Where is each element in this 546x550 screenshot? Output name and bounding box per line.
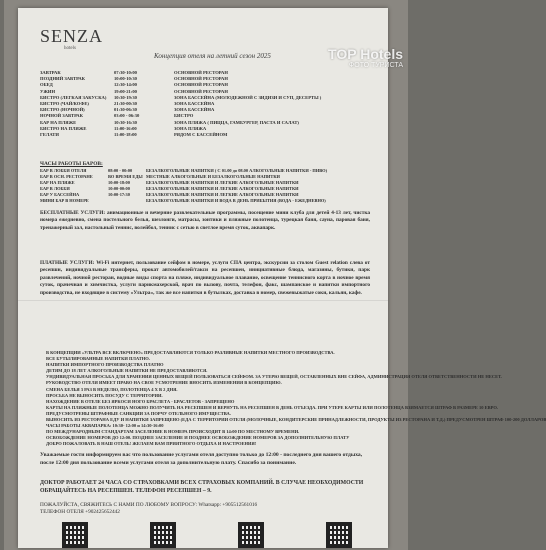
rule-item: ПРЕДУСМОТРЕНЫ ШТРАФНЫЕ САНКЦИИ ЗА ПОРЧУ ОТЕЛЬНОГО ИМУЩЕСТВА.: [46, 410, 231, 416]
rule-item: УНДИВИДУАЛЬНАЯ ПРОСЬБА ДЛЯ ХРАНЕНИЯ ЦЕННЫХ ВЕЩЕЙ ПОЛЬЗОВАТЬСЯ СЕЙФОМ. ЗА УТЕРЮ ВЕЩЕЙ, ОСТАВЛЕННЫХ ВНЕ СЕЙФА, АДМИНИСТРАЦИЯ ОТЕЛЯ ОТВЕТСТВЕННОСТИ НЕ НЕСЕТ.: [46, 374, 502, 380]
qr-code-icon[interactable]: [62, 522, 88, 548]
bars-title: ЧАСЫ РАБОТЫ БАРОВ:: [40, 161, 103, 167]
contact-phone: ТЕЛЕФОН ОТЕЛЯ +902425652442: [40, 509, 120, 516]
hotel-rules-list: [46, 350, 546, 448]
meal-row: БИСТРО (ЧАЙ/КОФЕ) 21:30-00:30 ЗОНА БАССЕЙНА: [40, 101, 215, 107]
meal-row: ОБЕД 12:30-14:00 ОСНОВНОЙ РЕСТОРАН: [40, 82, 228, 88]
meal-row: УЖИН 19:00-21:00 ОСНОВНОЙ РЕСТОРАН: [40, 88, 228, 94]
bar-schedule: [40, 168, 370, 204]
hotel-concept-sheet: [18, 8, 546, 548]
qr-code-icon[interactable]: [326, 522, 352, 548]
bar-row: БАР В ЛОББИ 10:00-00:00 БЕЗАЛКОГОЛЬНЫЕ НАПИТКИ И ЛЕГКИЕ АЛКОГОЛЬНЫЕ НАПИТКИ: [40, 186, 299, 191]
watermark-logo: TOP Hotels: [328, 46, 403, 62]
meal-schedule: [40, 70, 370, 138]
meal-row: ЗАВТРАК 07:30-10:00 ОСНОВНОЙ РЕСТОРАН: [40, 70, 228, 75]
bar-row: БАР У БАССЕЙНА 10:00-17:30 БЕЗАЛКОГОЛЬНЫЕ НАПИТКИ И ЛЕГКИЕ АЛКОГОЛЬНЫЕ НАПИТКИ: [40, 192, 299, 197]
meal-row: НОЧНОЙ ЗАВТРАК 03:00 - 06:30 БИСТРО: [40, 113, 194, 119]
meal-row: ГЕЛАТИ 11:00-18:00 РЯДОМ С БАССЕЙНОМ: [40, 132, 228, 138]
rule-item: ЧАСЫ РАБОТЫ АКВАПАРКА: 10:30- 12:00 и 14:30-16:00: [46, 423, 164, 429]
rule-item: ПРОСЬБА НЕ ВЫНОСИТЬ ПОСУДУ С ТЕРРИТОРИИ.: [46, 392, 163, 398]
free-services-paragraph: БЕСПЛАТНЫЕ УСЛУГИ: анимационные и вечерние развлекательные программы, посещение мини клуба для детей 4-13 лет, чистка номера ежедневно, смена постельного белья, шезлонги, матрасы, зонтики и пляжные полотенца, турецкая баня, сауна, паровая баня, тренажерный зал, настольный теннис, волейбол, теннис с сетью в светлое время суток, аквапарк.: [40, 210, 370, 231]
doctor-note: ДОКТОР РАБОТАЕТ 24 ЧАСА СО СТРАХОВКАМИ ВСЕХ СТРАХОВЫХ КОМПАНИЙ. В СЛУЧАЕ НЕОБХОДИМОСТИ ОБРАЩАЙТЕСЬ НА РЕСЕПШЕН. ТЕЛЕФОН РЕСЕПШЕН – 9.: [40, 480, 364, 494]
tophotels-watermark: [328, 46, 403, 69]
rule-item: ДОБРО ПОЖАЛОВАТЬ В НАШ ОТЕЛЬ! ЖЕЛАЕМ ВАМ ПРИЯТНОГО ОТДЫХА И НАСТРОЕНИЯ!: [46, 441, 257, 447]
concept-title: Концепция отеля на летний сезон 2025: [154, 52, 271, 60]
meal-row: БИСТРО (НОЧНОЙ) 01:30-06:30 ЗОНА БАССЕЙНА: [40, 107, 215, 113]
contact-info: [40, 502, 370, 516]
rule-item: ОСВОБОЖДЕНИЕ НОМЕРОВ ДО 12:00. ПОЗДНЕЕ ЗАСЕЛЕНИЕ И ПОЗДНЕЕ ОСВОБОЖДЕНИЕ НОМЕРОВ ЗА ДОПОЛНИТЕЛЬНУЮ ПЛАТУ: [46, 435, 350, 441]
watermark-caption: ФОТО ТУРИСТА: [348, 62, 403, 69]
meal-row: БАР НА ПЛЯЖЕ 10:30-16:30 ЗОНА ПЛЯЖА ( ПИЦЦА, ГАМБУРГЕР, ПАСТА И САЛАТ): [40, 119, 299, 125]
rule-item: НАПИТКИ ИМПОРТНОГО ПРОИЗВОДСТВА ПЛАТНО: [46, 362, 164, 368]
rule-item: ПО МЕЖДУНАРОДНЫМ СТАНДАРТАМ ЗАСЕЛЕНИЕ В НОМЕРА ПРОИСХОДИТ В 14:00 ПО МЕСТНОМУ ВРЕМЕНИ.: [46, 429, 300, 435]
guest-note: Уважаемые гости информируем вас что пользование услугами отеля доступно только до 12:00 - последнего дня вашего отдыха, после 12:00 дня пользование всеми услугами отеля за дополнительную плату. Спасибо за понимание.: [40, 452, 363, 466]
rule-item: ВСЕ БУТЫЛИРОВАННЫЕ НАПИТКИ ПЛАТНО.: [46, 356, 150, 362]
rule-item: В КОНЦЕПЦИИ «УЛЬТРА ВСЕ ВКЛЮЧЕНО» ПРЕДОСТАВЛЯЮТСЯ ТОЛЬКО РАЗЛИВНЫЕ НАПИТКИ МЕСТНОГО ПРОИЗВОДСТВА.: [46, 350, 335, 355]
qr-code-icon[interactable]: [150, 522, 176, 548]
rule-item: НАХОЖДЕНИЕ В ОТЕЛЕ БЕЗ ЯРКОСИ НОГО БРАСЛЕТА - БРАСЛЕТОВ - ЗАПРЕЩЕНО: [46, 398, 235, 404]
qr-code-icon[interactable]: [238, 522, 264, 548]
bar-row: БАР В ОСН. РЕСТОРАНЕ ВО ВРЕМЯ ЕДЫ МЕСТНЫЕ АЛКОГОЛЬНЫЕ И БЕЗАЛКОГОЛЬНЫЕ НАПИТКИ: [40, 174, 280, 179]
meal-row: ПОЗДНИЙ ЗАВТРАК 10:00-10:30 ОСНОВНОЙ РЕСТОРАН: [40, 76, 228, 82]
qr-code-row: [62, 522, 352, 548]
rule-item: ДЕТЯМ ДО 18 ЛЕТ АЛКОГОЛЬНЫЕ НАПИТКИ НЕ ПРЕДОСТАВЛЯЮТСЯ.: [46, 368, 208, 374]
bar-row: БАР В ЛОББИ ОТЕЛЯ 08:00 - 00:00 БЕЗАЛКОГОЛЬНЫЕ НАПИТКИ ( С 01.00 до 08.00 АЛКОГОЛЬНЫЕ НАПИТКИ - ПИВО): [40, 168, 328, 173]
meal-row: БИСТРО НА ПЛЯЖЕ 11:00-16:00 ЗОНА ПЛЯЖА: [40, 125, 207, 131]
rule-item: ВЫНОСИТЬ ИЗ РЕСТОРАНА ЕДУ И НАПИТКИ ЗАПРЕЩЕНО (ЕДА С ТЕРРИТОРИИ ОТЕЛЯ (МОЛОЧНЫЕ, КОНДИТЕРСКИЕ ПРИНАДЛЕЖНОСТИ, ПРОДУКТЫ ИЗ РЕСТОРАНА И Т.Д.) ПРЕДУСМОТРЕН ШТРАФ 100-200 ДОЛЛАРОВ: [46, 417, 546, 423]
paper-fold-line: [18, 300, 388, 301]
hotel-logo: SENZA: [40, 26, 103, 46]
bar-row: БАР НА ПЛЯЖЕ 10:00-18:00 БЕЗАЛКОГОЛЬНЫЕ НАПИТКИ И ЛЕГКИЕ АЛКОГОЛЬНЫЕ НАПИТКИ: [40, 180, 299, 185]
bar-row: МИНИ БАР В НОМЕРЕ БЕЗАЛКОГОЛЬНЫЕ НАПИТКИ И ВОДА В ДЕНЬ ПРИБЫТИЯ (ВОДА - ЕЖЕДНЕВНО): [40, 198, 326, 203]
rule-item: КАРТЫ НА ПЛЯЖНЫЕ ПОЛОТЕНЦА МОЖНО ПОЛУЧИТЬ НА РЕСЕПШЕН И ВЕРНУТЬ НА РЕСЕПШЕН В ДЕНЬ ОТЪЕЗДА. ПРИ УТЕРЕ КАРТЫ ИЛИ ПОЛОТЕНЦА ВЗИМАЕТСЯ ШТРАФ В РАЗМЕРЕ 10 ЕВРО.: [46, 404, 498, 410]
rule-item: РУКОВОДСТВО ОТЕЛЯ ИМЕЕТ ПРАВО НА СВОЕ УСМОТРЕНИЕ ВНОСИТЬ ИЗМЕНЕНИЯ В КОНЦЕПЦИЮ.: [46, 380, 282, 386]
contact-whatsapp: ПОЖАЛУЙСТА, СВЯЖИТЕСЬ С НАМИ ПО ЛЮБОМУ ВОПРОСУ: Whatsapp: +905512561016: [40, 502, 258, 508]
paid-services-paragraph: ПЛАТНЫЕ УСЛУГИ: Wi-Fi интернет, пользование сейфом в номере, услуги СПА центра, экскурсии за столом Guest relation слева от ресепшн, индивидуальные трансферы, прокат автомобилей/такси на ресепшен, инициативные блюда, магазины, бутики, парк развлечений, ночной ресторан, водные виды спорта на пляже, индивидуальное плавание, освещение теннисного корта в ночное время суток, прачечная и химчистка, услуги парикмахерской, врач по вызову, почта, телефон, факс, шампанское и напитки импортного производства, не входящие в систему «Ультра», так же все напитки в бутылках, доставка в номер, свежевыжатые соки, кальян, кафе.: [40, 260, 370, 296]
rule-item: СМЕНА БЕЛЬЯ 3 РАЗ В НЕДЕЛЮ, ПОЛОТЕНЦА 4 Х В 2 ДНЯ.: [46, 386, 178, 392]
hotel-logo-sub: hotels: [64, 46, 76, 51]
meal-row: БИСТРО (ЛЕГКАЯ ЗАКУСКА) 10:30-19:30 ЗОНА БАССЕЙНА (МОЛОДЕЖНОЙ С ЗИДИЗИ И СУП, ДЕСЕРТЫ ): [40, 94, 322, 100]
